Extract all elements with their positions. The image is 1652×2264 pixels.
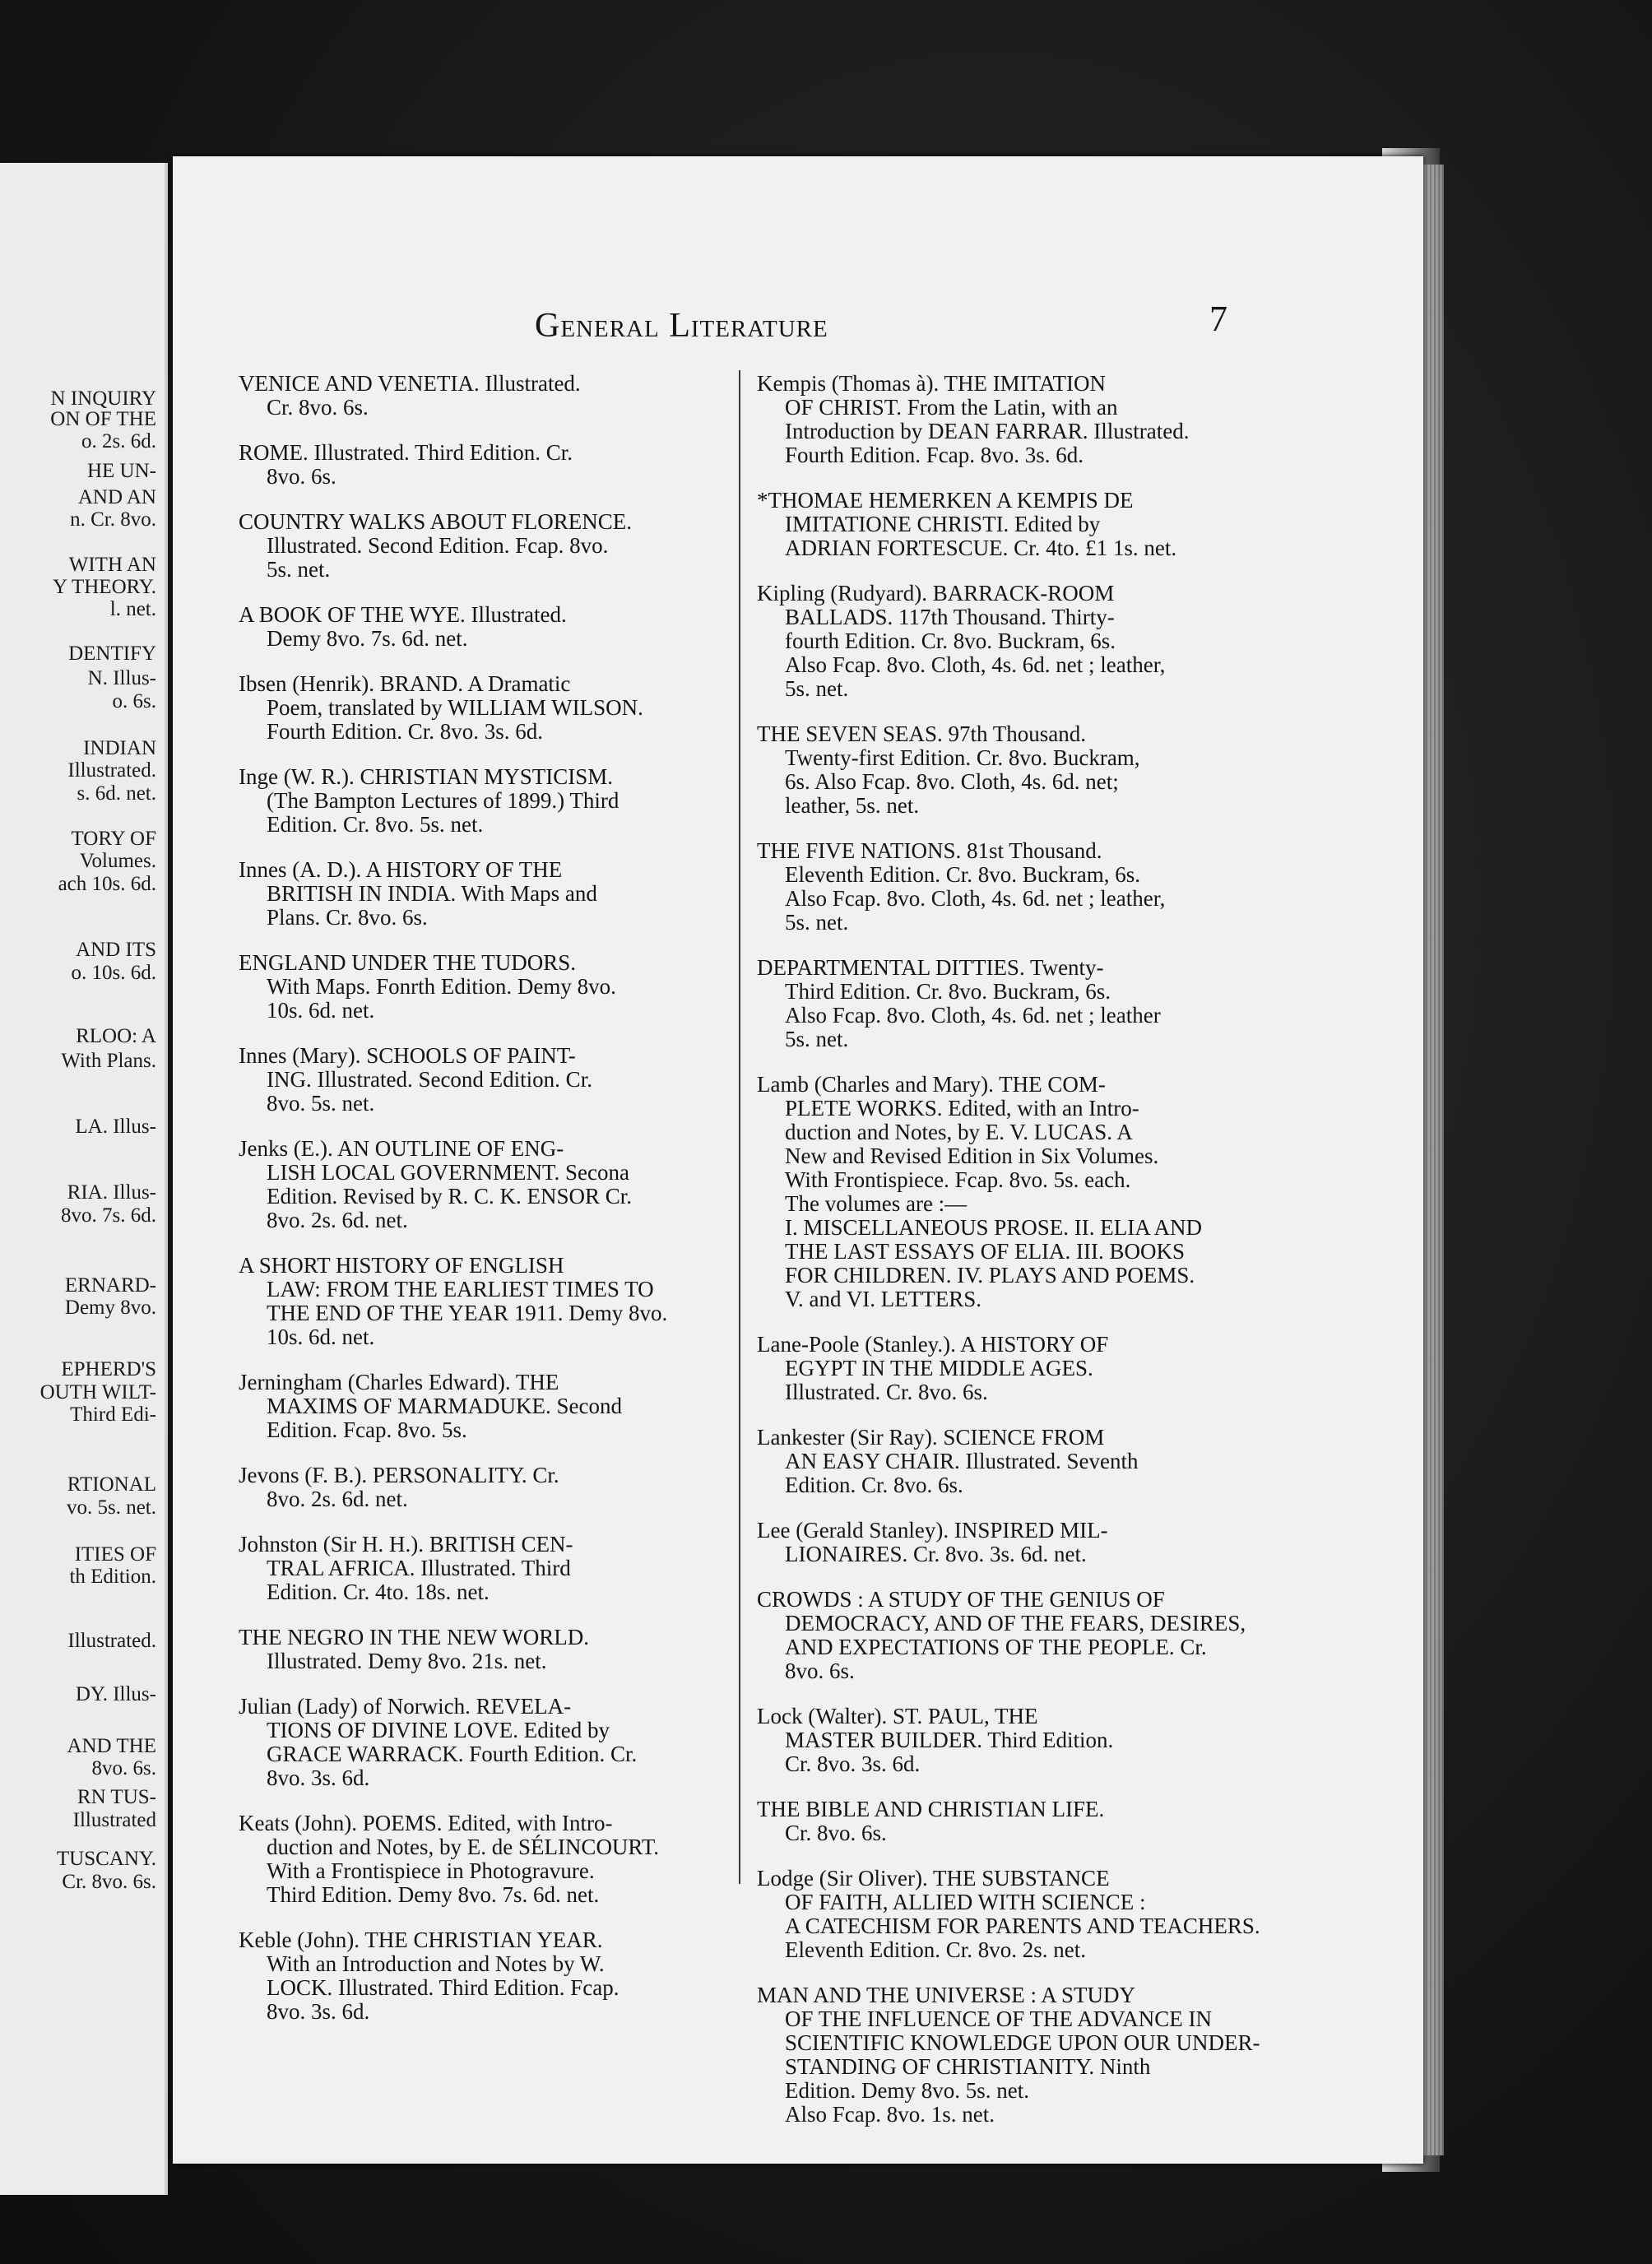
entry-first-line: Jenks (E.). AN OUTLINE OF ENG- [239, 1136, 564, 1161]
facing-page-text-line: INDIAN [83, 737, 156, 759]
facing-page-text-line: LA. Illus- [75, 1116, 156, 1138]
catalogue-entry [757, 1798, 1267, 1845]
catalogue-entry [757, 1867, 1267, 1962]
entry-continuation-line: LAW: FROM THE EARLIEST TIMES TO [267, 1277, 654, 1301]
entry-continuation-line: AND EXPECTATIONS OF THE PEOPLE. Cr. [785, 1635, 1207, 1659]
catalogue-entry [239, 1533, 724, 1604]
catalogue-entry [239, 672, 724, 744]
facing-page-text-line: Illustrated [72, 1809, 156, 1831]
entry-continuation-line: I. MISCELLANEOUS PROSE. II. ELIA AND [785, 1215, 1203, 1240]
catalogue-entry [239, 1464, 724, 1511]
catalogue-entry [757, 1705, 1267, 1776]
catalogue-entry [757, 1426, 1267, 1497]
entry-continuation-line: Also Fcap. 8vo. Cloth, 4s. 6d. net ; leather [785, 1003, 1161, 1028]
facing-page-text-line: DENTIFY [68, 643, 156, 665]
facing-page-text-line: o. 2s. 6d. [81, 430, 156, 452]
facing-page-text-line: AND AN [77, 486, 156, 508]
entry-continuation-line: The volumes are :— [785, 1191, 968, 1216]
entry-continuation-line: ADRIAN FORTESCUE. Cr. 4to. £1 1s. net. [785, 536, 1177, 560]
facing-page-text-line: RN TUS- [77, 1786, 156, 1808]
facing-page-text-line: o. 6s. [112, 690, 156, 712]
entry-first-line: Johnston (Sir H. H.). BRITISH CEN- [239, 1532, 573, 1556]
entry-first-line: Jevons (F. B.). PERSONALITY. Cr. [239, 1463, 559, 1487]
facing-page-text-line: TUSCANY. [56, 1848, 156, 1870]
facing-page-text-line: DY. Illus- [75, 1683, 156, 1705]
entry-continuation-line: Eleventh Edition. Cr. 8vo. Buckram, 6s. [785, 862, 1140, 887]
catalogue-entry [757, 1588, 1267, 1683]
entry-continuation-line: Also Fcap. 8vo. Cloth, 4s. 6d. net ; leather, [785, 652, 1166, 677]
entry-first-line: Lamb (Charles and Mary). THE COM- [757, 1072, 1106, 1097]
entry-first-line: Ibsen (Henrik). BRAND. A Dramatic [239, 671, 571, 696]
facing-page-text-line: AND THE [67, 1735, 156, 1757]
entry-continuation-line: BRITISH IN INDIA. With Maps and [267, 881, 597, 906]
entry-continuation-line: Edition. Demy 8vo. 5s. net. [785, 2078, 1029, 2103]
catalogue-entry [239, 510, 724, 582]
facing-page-text-line: RLOO: A [76, 1025, 156, 1047]
entry-continuation-line: LIONAIRES. Cr. 8vo. 3s. 6d. net. [785, 1542, 1087, 1566]
entry-continuation-line: Illustrated. Demy 8vo. 21s. net. [267, 1649, 547, 1673]
catalogue-entry [239, 1254, 724, 1349]
entry-first-line: THE NEGRO IN THE NEW WORLD. [239, 1625, 589, 1649]
entry-continuation-line: Plans. Cr. 8vo. 6s. [267, 905, 428, 930]
facing-page-text-line: HE UN- [86, 460, 156, 482]
entry-continuation-line: With an Introduction and Notes by W. [267, 1951, 605, 1976]
facing-page-text-line: TORY OF [71, 828, 156, 850]
entry-continuation-line: Illustrated. Cr. 8vo. 6s. [785, 1380, 988, 1404]
facing-page-text-line: OUTH WILT- [39, 1381, 156, 1403]
running-head: General Literature [535, 307, 828, 345]
entry-continuation-line: Edition. Cr. 8vo. 6s. [785, 1473, 963, 1497]
entry-first-line: CROWDS : A STUDY OF THE GENIUS OF [757, 1587, 1165, 1612]
entry-continuation-line: V. and VI. LETTERS. [785, 1287, 981, 1311]
entry-continuation-line: AN EASY CHAIR. Illustrated. Seventh [785, 1449, 1139, 1473]
entry-continuation-line: ING. Illustrated. Second Edition. Cr. [267, 1067, 592, 1092]
entry-continuation-line: TRAL AFRICA. Illustrated. Third [267, 1556, 571, 1580]
entry-first-line: VENICE AND VENETIA. Illustrated. [239, 371, 581, 396]
entry-continuation-line: Also Fcap. 8vo. Cloth, 4s. 6d. net ; leather, [785, 886, 1166, 911]
entry-continuation-line: THE END OF THE YEAR 1911. Demy 8vo. [267, 1301, 668, 1325]
entry-continuation-line: Fourth Edition. Fcap. 8vo. 3s. 6d. [785, 443, 1084, 467]
entry-continuation-line: 8vo. 3s. 6d. [267, 1999, 370, 2024]
entry-continuation-line: TIONS OF DIVINE LOVE. Edited by [267, 1718, 610, 1742]
entry-first-line: Jerningham (Charles Edward). THE [239, 1370, 559, 1394]
entry-continuation-line: THE LAST ESSAYS OF ELIA. III. BOOKS [785, 1239, 1186, 1264]
entry-continuation-line: DEMOCRACY, AND OF THE FEARS, DESIRES, [785, 1611, 1246, 1635]
entry-continuation-line: MASTER BUILDER. Third Edition. [785, 1728, 1114, 1752]
entry-continuation-line: Demy 8vo. 7s. 6d. net. [267, 626, 468, 651]
entry-continuation-line: Edition. Fcap. 8vo. 5s. [267, 1417, 467, 1442]
page-number: 7 [1209, 299, 1227, 339]
catalogue-entry [757, 1073, 1267, 1311]
catalogue-entry [757, 1519, 1267, 1566]
entry-continuation-line: Third Edition. Demy 8vo. 7s. 6d. net. [267, 1882, 600, 1907]
entry-first-line: Innes (Mary). SCHOOLS OF PAINT- [239, 1043, 576, 1068]
entry-continuation-line: OF FAITH, ALLIED WITH SCIENCE : [785, 1890, 1146, 1914]
entry-continuation-line: Cr. 8vo. 6s. [267, 395, 369, 420]
catalogue-entry [239, 1928, 724, 2024]
entry-continuation-line: 8vo. 2s. 6d. net. [267, 1487, 408, 1511]
entry-continuation-line: 8vo. 6s. [267, 464, 336, 489]
entry-continuation-line: Illustrated. Second Edition. Fcap. 8vo. [267, 533, 609, 558]
facing-page-text-line: WITH AN [68, 554, 156, 576]
entry-first-line: *THOMAE HEMERKEN A KEMPIS DE [757, 488, 1134, 513]
entry-continuation-line: PLETE WORKS. Edited, with an Intro- [785, 1096, 1139, 1120]
entry-continuation-line: BALLADS. 117th Thousand. Thirty- [785, 605, 1115, 629]
entry-continuation-line: With a Frontispiece in Photogravure. [267, 1858, 595, 1883]
entry-continuation-line: Twenty-first Edition. Cr. 8vo. Buckram, [785, 745, 1140, 770]
facing-page-text-line: 8vo. 7s. 6d. [61, 1204, 156, 1227]
left-column [239, 372, 724, 2045]
entry-continuation-line: fourth Edition. Cr. 8vo. Buckram, 6s. [785, 629, 1116, 653]
entry-first-line: Kempis (Thomas à). THE IMITATION [757, 371, 1106, 396]
facing-page-text-line: 8vo. 6s. [91, 1757, 156, 1779]
entry-first-line: ENGLAND UNDER THE TUDORS. [239, 950, 576, 975]
entry-continuation-line: With Frontispiece. Fcap. 8vo. 5s. each. [785, 1167, 1131, 1192]
catalogue-entry [239, 1695, 724, 1790]
entry-continuation-line: Edition. Cr. 4to. 18s. net. [267, 1580, 490, 1604]
catalogue-entry [757, 1333, 1267, 1404]
facing-page-text-line: Volumes. [79, 850, 156, 872]
entry-continuation-line: 8vo. 2s. 6d. net. [267, 1208, 408, 1232]
entry-continuation-line: With Maps. Fonrth Edition. Demy 8vo. [267, 974, 616, 999]
entry-continuation-line: Edition. Cr. 8vo. 5s. net. [267, 812, 484, 837]
entry-continuation-line: 8vo. 6s. [785, 1659, 855, 1683]
facing-page-text-line: l. net. [109, 598, 156, 620]
facing-page-text-line: s. 6d. net. [77, 782, 156, 805]
catalogue-entry [239, 951, 724, 1023]
catalogue-entry [757, 722, 1267, 818]
entry-continuation-line: Also Fcap. 8vo. 1s. net. [785, 2102, 995, 2127]
facing-page-text-line: With Plans. [61, 1050, 156, 1072]
entry-first-line: A SHORT HISTORY OF ENGLISH [239, 1253, 564, 1278]
catalogue-entry [757, 1983, 1267, 2127]
entry-first-line: Inge (W. R.). CHRISTIAN MYSTICISM. [239, 764, 614, 789]
catalogue-entry [239, 603, 724, 651]
facing-page-text-line: ERNARD- [64, 1274, 156, 1297]
entry-first-line: Lankester (Sir Ray). SCIENCE FROM [757, 1425, 1105, 1450]
entry-continuation-line: LISH LOCAL GOVERNMENT. Secona [267, 1160, 629, 1185]
catalogue-entry [239, 1371, 724, 1442]
facing-page-text-line: RTIONAL [67, 1473, 156, 1496]
catalogue-entry [239, 372, 724, 420]
catalogue-entry [757, 956, 1267, 1051]
entry-first-line: ROME. Illustrated. Third Edition. Cr. [239, 440, 573, 465]
entry-continuation-line: Fourth Edition. Cr. 8vo. 3s. 6d. [267, 719, 544, 744]
facing-page-text-line: Illustrated. [67, 1630, 156, 1652]
entry-first-line: Keble (John). THE CHRISTIAN YEAR. [239, 1928, 603, 1952]
entry-first-line: THE BIBLE AND CHRISTIAN LIFE. [757, 1797, 1105, 1821]
facing-page-text-line: N INQUIRY [50, 387, 156, 410]
entry-first-line: Keats (John). POEMS. Edited, with Intro- [239, 1811, 613, 1835]
entry-continuation-line: Cr. 8vo. 6s. [785, 1821, 887, 1845]
entry-first-line: MAN AND THE UNIVERSE : A STUDY [757, 1983, 1136, 2007]
entry-first-line: THE SEVEN SEAS. 97th Thousand. [757, 721, 1087, 746]
right-column [757, 372, 1267, 2148]
entry-continuation-line: 10s. 6d. net. [267, 1325, 375, 1349]
entry-continuation-line: leather, 5s. net. [785, 793, 920, 818]
entry-continuation-line: 5s. net. [785, 1027, 849, 1051]
entry-continuation-line: GRACE WARRACK. Fourth Edition. Cr. [267, 1742, 638, 1766]
catalogue-entry [239, 1812, 724, 1907]
facing-page-text-line: ON OF THE [50, 408, 156, 430]
entry-continuation-line: SCIENTIFIC KNOWLEDGE UPON OUR UNDER- [785, 2030, 1260, 2055]
catalogue-entry [239, 858, 724, 930]
entry-continuation-line: EGYPT IN THE MIDDLE AGES. [785, 1356, 1093, 1380]
entry-continuation-line: duction and Notes, by E. V. LUCAS. A [785, 1120, 1133, 1144]
entry-first-line: Lock (Walter). ST. PAUL, THE [757, 1704, 1038, 1728]
entry-continuation-line: IMITATIONE CHRISTI. Edited by [785, 512, 1101, 536]
entry-first-line: Lane-Poole (Stanley.). A HISTORY OF [757, 1332, 1109, 1357]
catalogue-entry [239, 1626, 724, 1673]
catalogue-entry [757, 582, 1267, 701]
entry-continuation-line: 5s. net. [785, 676, 849, 701]
entry-continuation-line: 6s. Also Fcap. 8vo. Cloth, 4s. 6d. net; [785, 769, 1119, 794]
entry-continuation-line: 8vo. 5s. net. [267, 1091, 375, 1116]
entry-continuation-line: LOCK. Illustrated. Third Edition. Fcap. [267, 1975, 620, 2000]
column-divider [739, 370, 740, 1884]
entry-continuation-line: duction and Notes, by E. de SÉLINCOURT. [267, 1835, 660, 1859]
facing-page-left [0, 163, 168, 2195]
entry-first-line: Lee (Gerald Stanley). INSPIRED MIL- [757, 1518, 1108, 1543]
catalogue-entry [757, 839, 1267, 935]
entry-continuation-line: 10s. 6d. net. [267, 998, 375, 1023]
entry-continuation-line: OF CHRIST. From the Latin, with an [785, 395, 1118, 420]
facing-page-text-line: th Edition. [69, 1566, 156, 1588]
entry-continuation-line: Edition. Revised by R. C. K. ENSOR Cr. [267, 1184, 633, 1209]
entry-continuation-line: A CATECHISM FOR PARENTS AND TEACHERS. [785, 1914, 1260, 1938]
facing-page-text-line: RIA. Illus- [67, 1181, 156, 1204]
facing-page-text-line: ITIES OF [74, 1543, 156, 1566]
catalogue-entry [757, 489, 1267, 560]
entry-first-line: COUNTRY WALKS ABOUT FLORENCE. [239, 509, 633, 534]
catalogue-entry [239, 765, 724, 837]
facing-page-text-line: Cr. 8vo. 6s. [62, 1871, 156, 1893]
facing-page-text-line: vo. 5s. net. [66, 1496, 156, 1519]
facing-page-text-line: Illustrated. [67, 759, 156, 782]
facing-page-text-line: AND ITS [76, 939, 156, 961]
entry-continuation-line: New and Revised Edition in Six Volumes. [785, 1144, 1159, 1168]
facing-page-text-line: N. Illus- [87, 667, 156, 689]
entry-continuation-line: (The Bampton Lectures of 1899.) Third [267, 788, 620, 813]
facing-page-text-line: n. Cr. 8vo. [70, 508, 156, 531]
entry-continuation-line: Eleventh Edition. Cr. 8vo. 2s. net. [785, 1937, 1086, 1962]
entry-first-line: THE FIVE NATIONS. 81st Thousand. [757, 838, 1102, 863]
entry-continuation-line: Third Edition. Cr. 8vo. Buckram, 6s. [785, 979, 1111, 1004]
entry-continuation-line: MAXIMS OF MARMADUKE. Second [267, 1394, 623, 1418]
catalogue-entry [757, 372, 1267, 467]
entry-continuation-line: STANDING OF CHRISTIANITY. Ninth [785, 2054, 1151, 2079]
facing-page-text-line: o. 10s. 6d. [71, 962, 156, 984]
catalogue-entry [239, 1137, 724, 1232]
catalogue-entry [239, 1044, 724, 1116]
entry-first-line: Lodge (Sir Oliver). THE SUBSTANCE [757, 1866, 1110, 1891]
facing-page-text-line: Third Edi- [70, 1403, 156, 1426]
entry-continuation-line: OF THE INFLUENCE OF THE ADVANCE IN [785, 2007, 1213, 2031]
facing-page-text-line: Y THEORY. [53, 576, 156, 598]
entry-continuation-line: 5s. net. [785, 910, 849, 935]
entry-continuation-line: Introduction by DEAN FARRAR. Illustrated. [785, 419, 1190, 443]
facing-page-text-line: ach 10s. 6d. [58, 873, 156, 895]
entry-continuation-line: 8vo. 3s. 6d. [267, 1765, 370, 1790]
entry-first-line: Kipling (Rudyard). BARRACK-ROOM [757, 581, 1115, 605]
facing-page-text-line: EPHERD'S [61, 1358, 156, 1380]
entry-first-line: A BOOK OF THE WYE. Illustrated. [239, 602, 567, 627]
entry-first-line: Julian (Lady) of Norwich. REVELA- [239, 1694, 572, 1719]
entry-first-line: Innes (A. D.). A HISTORY OF THE [239, 857, 563, 882]
entry-continuation-line: Cr. 8vo. 3s. 6d. [785, 1751, 921, 1776]
entry-first-line: DEPARTMENTAL DITTIES. Twenty- [757, 955, 1104, 980]
facing-page-text-line: Demy 8vo. [64, 1297, 156, 1319]
entry-continuation-line: FOR CHILDREN. IV. PLAYS AND POEMS. [785, 1263, 1195, 1287]
entry-continuation-line: Poem, translated by WILLIAM WILSON. [267, 695, 643, 720]
entry-continuation-line: 5s. net. [267, 557, 331, 582]
catalogue-entry [239, 441, 724, 489]
